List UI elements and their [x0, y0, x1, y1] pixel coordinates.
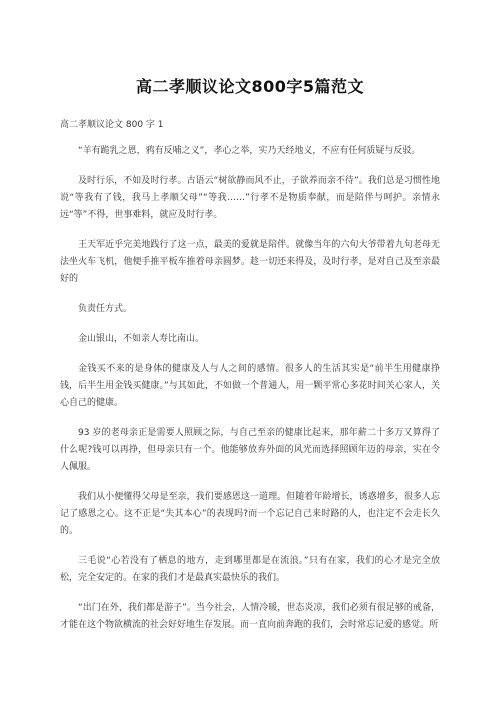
document-title: 高二孝顺议论文800字5篇范文 [135, 77, 365, 96]
paragraph-3: 王天军近乎完美地践行了这一点，最美的爱就是陪伴。就像当年的六旬大爷带着九旬老母无法坐火车飞机，他便手推平板车推着母亲圆梦。趁一切还来得及，及时行孝，是对自己及至亲最好的 [60, 240, 440, 284]
paragraph-6: 金钱买不来的是身体的健康及人与人之间的感情。很多人的生活其实是“前半生用健康挣钱，后半生用金钱买健康。”与其如此，不如做一个普通人，用一颗平常心多花时间关心家人，关心自己的健康。 [60, 364, 440, 408]
paragraph-4: 负责任方式。 [78, 304, 133, 314]
paragraph-8: 我们从小便懂得父母是至亲，我们要感恩这一道理。但随着年龄增长，诱惑增多，很多人忘记了感恩之心。这不正是“失其本心”的表现吗?而一个忘记自己来时路的人，也注定不会走长久的。 [60, 492, 440, 536]
document-page [0, 74, 500, 721]
paragraph-2: 及时行乐，不如及时行孝。古语云“树欲静而风不止，子欲养而亲不待”。我们总是习惯性地说“等我有了钱，我马上孝顺父母”“等我……”行孝不是物质奉献，而是陪伴与呵护。亲情永远“等”不得，世事难料，就应及时行孝。 [60, 176, 440, 220]
paragraph-5: 金山银山，不如亲人寿比南山。 [78, 334, 205, 344]
paragraph-9: 三毛说“心若没有了栖息的地方，走到哪里都是在流浪。”只有在家，我们的心才是完全放松，完全安定的。在家的我们才是最真实最快乐的我们。 [60, 556, 440, 583]
essay-subtitle: 高二孝顺议论文 800 字 1 [60, 120, 164, 130]
paragraph-7: 93 岁的老母亲正是需要人照顾之际，与自己至亲的健康比起来，那年薪二十多万又算得了什么呢?钱可以再挣，但母亲只有一个。他能够放弃外面的风光而选择照顾年迈的母亲，实在令人佩服。 [60, 428, 440, 472]
paragraph-1: “羊有跪乳之恩，鸦有反哺之义”，孝心之举，实乃天经地义，不应有任何质疑与反驳。 [78, 146, 421, 156]
paragraph-10: “出门在外，我们都是游子”。当今社会，人情冷暖，世态炎凉，我们必须有很足够的戒备，才能在这个物欲横流的社会好好地生存发展。而一直向前奔跑的我们，会时常忘记爱的感觉。所 [60, 603, 440, 630]
